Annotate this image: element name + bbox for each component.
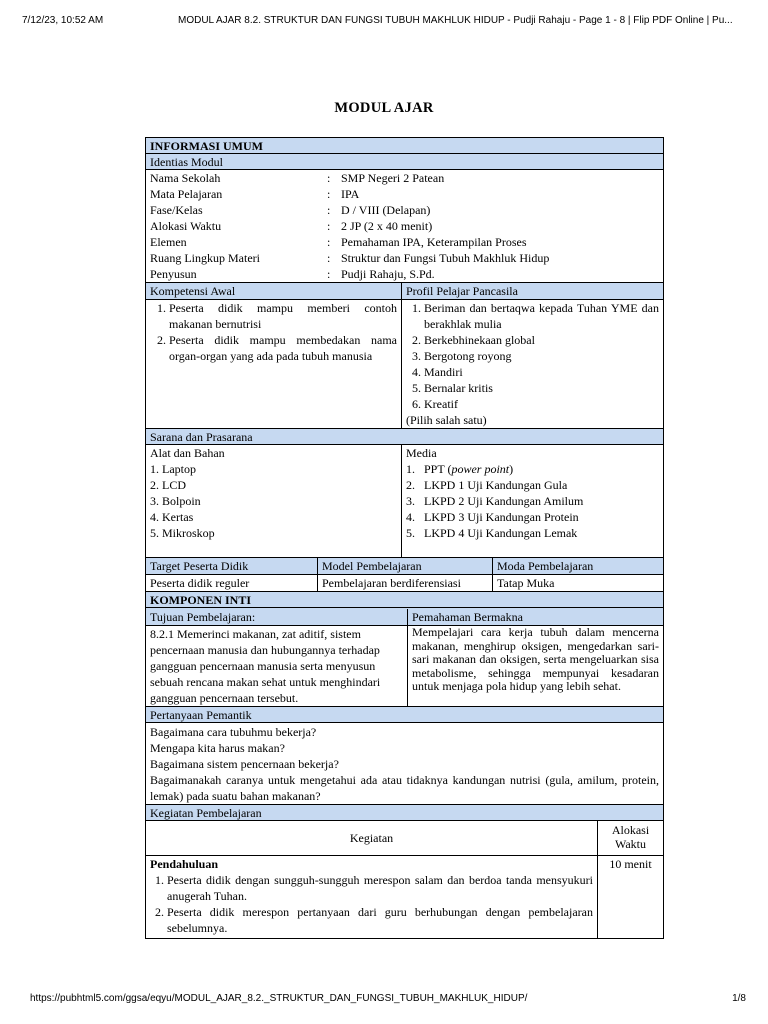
info-colon: :	[327, 203, 331, 217]
target-block	[145, 558, 664, 592]
alat-bahan-list	[146, 445, 402, 557]
question-item: Bagaimana sistem pencernaan bekerja?	[150, 757, 339, 771]
list-item: 1. Laptop	[150, 462, 196, 476]
identitas-modul-header: Identias Modul	[146, 154, 663, 170]
kompetensi-profil-block	[145, 283, 664, 429]
list-item: 2. Peserta didik merespon pertanyaan dari guru berhubungan dengan pembelajaran sebelumnya.	[167, 904, 593, 936]
komponen-subheader-row	[146, 608, 663, 626]
list-item: 2. LCD	[150, 478, 186, 492]
tujuan-pembelajaran-header: Tujuan Pembelajaran:	[146, 609, 408, 625]
informasi-umum-header: INFORMASI UMUM	[146, 138, 663, 154]
identitas-modul-table	[146, 170, 663, 282]
info-value: IPA	[341, 187, 360, 201]
print-page-title: MODUL AJAR 8.2. STRUKTUR DAN FUNGSI TUBUH MAKHLUK HIDUP - Pudji Rahaju - Page 1 - 8 | Flip PDF Online | Pu...	[178, 15, 733, 26]
item-number: 3.	[406, 494, 415, 508]
info-colon: :	[327, 235, 331, 249]
list-item: 3. Bergotong royong	[424, 348, 659, 364]
kegiatan-col-header: Kegiatan	[146, 821, 598, 855]
question-text: Bagaimanakah caranya untuk mengetahui ada atau tidaknya kandungan nutrisi (gula, amilum, protein, lemak) pada suatu bahan makanan?	[150, 773, 659, 803]
kegiatan-block	[145, 805, 664, 939]
target-peserta-header: Target Peserta Didik	[146, 558, 318, 574]
item-number: 5.	[406, 526, 415, 540]
info-row	[150, 202, 659, 218]
question-item	[150, 772, 659, 804]
info-value: Pudji Rahaju, S.Pd.	[341, 267, 435, 281]
model-pembelajaran-header: Model Pembelajaran	[318, 558, 493, 574]
target-header-row	[146, 558, 663, 575]
info-row	[150, 218, 659, 234]
pendahuluan-cell	[146, 856, 598, 938]
list-item: 4. Mandiri	[424, 364, 659, 380]
document-title: MODUL AJAR	[334, 100, 434, 116]
info-value: SMP Negeri 2 Patean	[341, 171, 445, 185]
model-pembelajaran-value: Pembelajaran berdiferensiasi	[318, 575, 493, 591]
list-item	[406, 525, 659, 541]
pemantik-block	[145, 707, 664, 805]
list-item: 5. Bernalar kritis	[424, 380, 659, 396]
print-footer	[22, 993, 746, 1009]
info-row	[150, 170, 659, 186]
kompetensi-awal-list	[146, 300, 402, 428]
info-colon: :	[327, 171, 331, 185]
kompetensi-header-row	[146, 283, 663, 300]
list-item: 1. Peserta didik dengan sungguh-sungguh merespon salam dan berdoa tanda mensyukuri anugerah Tuhan.	[167, 872, 593, 904]
list-item	[406, 509, 659, 525]
sarana-block	[145, 429, 664, 558]
question-item: Bagaimana cara tubuhmu bekerja?	[150, 725, 317, 739]
media-title: Media	[406, 446, 437, 460]
info-value: Struktur dan Fungsi Tubuh Makhluk Hidup	[341, 251, 550, 265]
info-colon: :	[327, 267, 331, 281]
list-item	[406, 477, 659, 493]
item-end: )	[509, 462, 514, 476]
sarana-header: Sarana dan Prasarana	[146, 429, 663, 445]
profil-pancasila-list	[402, 300, 663, 428]
alat-bahan-title: Alat dan Bahan	[150, 446, 225, 460]
list-item: 5. Mikroskop	[150, 526, 215, 540]
profil-pancasila-header: Profil Pelajar Pancasila	[406, 284, 518, 298]
list-item: 6. Kreatif	[424, 396, 659, 412]
kegiatan-header: Kegiatan Pembelajaran	[146, 805, 663, 821]
list-item	[406, 493, 659, 509]
info-key: Alokasi Waktu	[150, 219, 222, 233]
info-colon: :	[327, 187, 331, 201]
pemantik-questions	[146, 723, 663, 804]
list-item: 2. Peserta didik mampu membedakan nama organ-organ yang ada pada tubuh manusia	[169, 332, 397, 364]
print-header	[22, 15, 746, 31]
profil-note: (Pilih salah satu)	[406, 413, 487, 427]
kegiatan-col-header-row	[146, 821, 663, 856]
komponen-body-row	[146, 626, 663, 706]
item-text: LKPD 2 Uji Kandungan Amilum	[424, 494, 584, 508]
kegiatan-pendahuluan-row	[146, 856, 663, 938]
info-colon: :	[327, 219, 331, 233]
pemantik-header: Pertanyaan Pemantik	[146, 707, 663, 723]
info-key: Fase/Kelas	[150, 203, 203, 217]
info-colon: :	[327, 251, 331, 265]
info-key: Mata Pelajaran	[150, 187, 223, 201]
alokasi-waktu-col-header: Alokasi Waktu	[611, 823, 650, 851]
info-value: D / VIII (Delapan)	[341, 203, 431, 217]
kompetensi-body-row	[146, 300, 663, 428]
print-page-number: 1/8	[732, 993, 746, 1004]
target-value-row	[146, 575, 663, 591]
list-item: 2. Berkebhinekaan global	[424, 332, 659, 348]
info-value: 2 JP (2 x 40 menit)	[341, 219, 433, 233]
print-timestamp: 7/12/23, 10:52 AM	[22, 15, 104, 26]
list-item	[406, 461, 659, 477]
info-row	[150, 234, 659, 250]
item-text: LKPD 3 Uji Kandungan Protein	[424, 510, 579, 524]
info-value: Pemahaman IPA, Keterampilan Proses	[341, 235, 527, 249]
print-url: https://pubhtml5.com/ggsa/eqyu/MODUL_AJAR_8.2._STRUKTUR_DAN_FUNGSI_TUBUH_MAKHLUK_HIDUP/	[30, 993, 528, 1004]
informasi-umum-block	[145, 137, 664, 283]
info-key: Nama Sekolah	[150, 171, 221, 185]
list-item: 4. Kertas	[150, 510, 194, 524]
list-item: 1. Peserta didik mampu memberi contoh makanan bernutrisi	[169, 300, 397, 332]
item-number: 2.	[406, 478, 415, 492]
question-item: Mengapa kita harus makan?	[150, 741, 285, 755]
phase-title: Pendahuluan	[150, 857, 219, 871]
item-number: 1.	[406, 462, 415, 476]
item-number: 4.	[406, 510, 415, 524]
komponen-inti-block	[145, 592, 664, 707]
moda-pembelajaran-value: Tatap Muka	[497, 576, 555, 590]
kompetensi-awal-header: Kompetensi Awal	[146, 283, 402, 299]
komponen-inti-header: KOMPONEN INTI	[146, 592, 663, 608]
info-key: Elemen	[150, 235, 187, 249]
pemahaman-bermakna-text: Mempelajari cara kerja tubuh dalam mencerna makanan, menghirup oksigen, mengedarkan sari-sari makanan dan oksigen, serta mengeluarkan sisa metabolisme, sehingga mempunyai kesadaran untuk menjaga pola hidup yang lebih sehat.	[412, 625, 659, 693]
list-item: 1. Beriman dan bertaqwa kepada Tuhan YME dan berakhlak mulia	[424, 300, 659, 332]
media-list	[402, 445, 663, 557]
moda-pembelajaran-header: Moda Pembelajaran	[497, 559, 594, 573]
info-row	[150, 186, 659, 202]
pemahaman-bermakna-header: Pemahaman Bermakna	[412, 610, 523, 624]
sarana-body-row	[146, 445, 663, 557]
target-peserta-value: Peserta didik reguler	[146, 575, 318, 591]
item-italic: power point	[451, 462, 510, 476]
pendahuluan-time: 10 menit	[609, 857, 652, 871]
item-text: PPT (	[424, 462, 452, 476]
info-row	[150, 266, 659, 282]
module-document	[145, 137, 664, 939]
info-row	[150, 250, 659, 266]
info-key: Penyusun	[150, 267, 197, 281]
info-key: Ruang Lingkup Materi	[150, 251, 260, 265]
item-text: LKPD 4 Uji Kandungan Lemak	[424, 526, 578, 540]
item-text: LKPD 1 Uji Kandungan Gula	[424, 478, 568, 492]
list-item: 3. Bolpoin	[150, 494, 201, 508]
tujuan-pembelajaran-text: 8.2.1 Memerinci makanan, zat aditif, sistem pencernaan manusia dan hubungannya terhadap gangguan pencernaan manusia serta menyusun sebuah rencana makan sehat untuk menghindari gangguan pencernaan tersebut.	[146, 626, 408, 706]
